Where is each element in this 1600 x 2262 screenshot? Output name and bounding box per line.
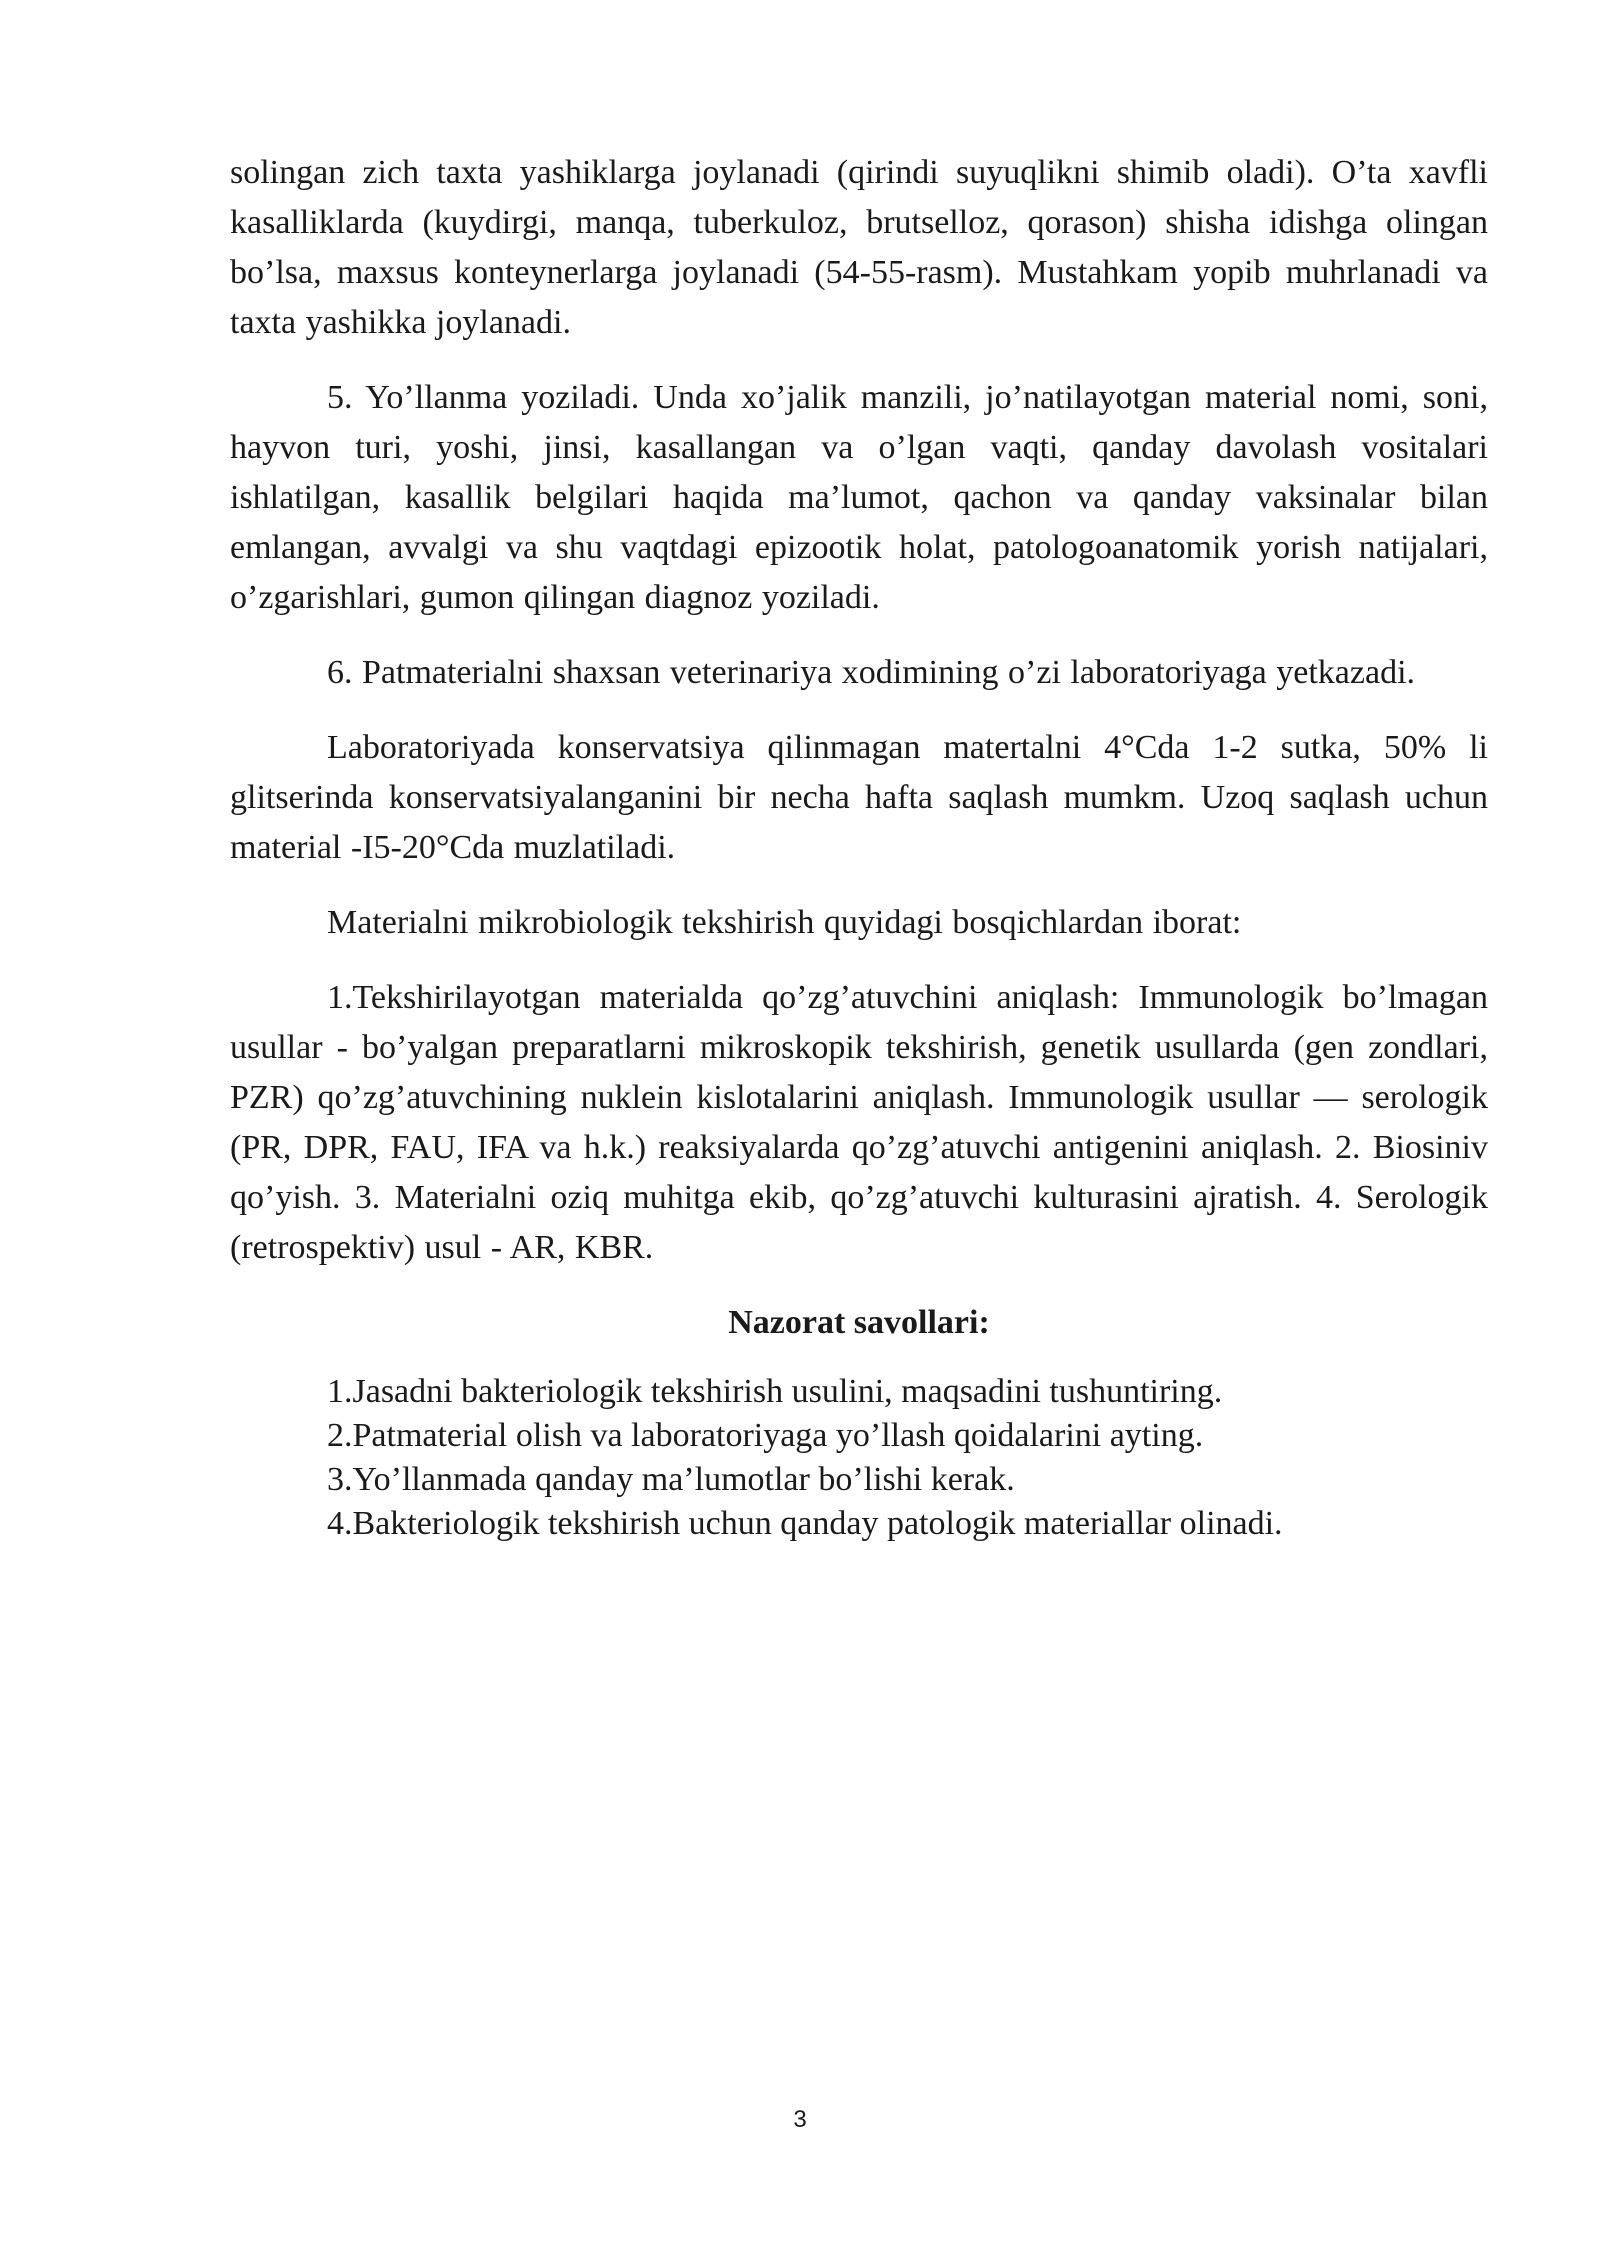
- question-item: 3.Yo’llanmada qanday ma’lumotlar bo’lishi kerak.: [327, 1461, 1015, 1498]
- paragraph-stages-intro: Materialni mikrobiologik tekshirish quyidagi bosqichlardan iborat:: [327, 904, 1242, 941]
- paragraph-delivery: 6. Patmaterialni shaxsan veterinariya xodimining o’zi laboratoriyaga yetkazadi.: [327, 654, 1416, 691]
- question-item: 2.Patmaterial olish va laboratoriyaga yo’llash qoidalarini ayting.: [327, 1417, 1204, 1454]
- control-questions-heading: Nazorat savollari:: [728, 1304, 990, 1341]
- paragraph-referral: 5. Yo’llanma yoziladi. Unda xo’jalik manzili, jo’natilayotgan material nomi, soni, hayvon turi, yoshi, jinsi, kasallangan va o’lgan vaqti, qanday davolash vositalari ishlatilgan, kasallik belgilari haqida ma’lumot, qachon va qanday vaksinalar bilan emlangan, avvalgi va shu vaqtdagi epizootik holat, patologoanatomik yorish natijalari, o’zgarishlari, gumon qilingan diagnoz yoziladi.: [230, 379, 1488, 616]
- page-number: 3: [793, 2106, 807, 2133]
- question-item: 1.Jasadni bakteriologik tekshirish usulini, maqsadini tushuntiring.: [327, 1373, 1223, 1410]
- document-page: [230, 148, 1488, 1546]
- control-questions-list: [230, 1370, 1488, 1546]
- question-item: 4.Bakteriologik tekshirish uchun qanday patologik materiallar olinadi.: [327, 1505, 1283, 1542]
- paragraph-storage: Laboratoriyada konservatsiya qilinmagan matertalni 4°Cda 1-2 sutka, 50% li glitserinda konservatsiyalanganini bir necha hafta saqlash mumkm. Uzoq saqlash uchun material -I5-20°Cda muzlatiladi.: [230, 729, 1488, 866]
- paragraph-stages: 1.Tekshirilayotgan materialda qo’zg’atuvchini aniqlash: Immunologik bo’lmagan usullar - bo’yalgan preparatlarni mikroskopik tekshirish, genetik usullarda (gen zondlari, PZR) qo’zg’atuvchining nuklein kislotalarini aniqlash. Immunologik usullar — serologik (PR, DPR, FAU, IFA va h.k.) reaksiyalarda qo’zg’atuvchi antigenini aniqlash. 2. Biosiniv qo’yish. 3. Materialni oziq muhitga ekib, qo’zg’atuvchi kulturasini ajratish. 4. Serologik (retrospektiv) usul - AR, KBR.: [230, 979, 1488, 1266]
- paragraph-packaging: solingan zich taxta yashiklarga joylanadi (qirindi suyuqlikni shimib oladi). O’ta xavfli kasalliklarda (kuydirgi, manqa, tuberkuloz, brutselloz, qorason) shisha idishga olingan bo’lsa, maxsus konteynerlarga joylanadi (54-55-rasm). Mustahkam yopib muhrlanadi va taxta yashikka joylanadi.: [230, 154, 1488, 341]
